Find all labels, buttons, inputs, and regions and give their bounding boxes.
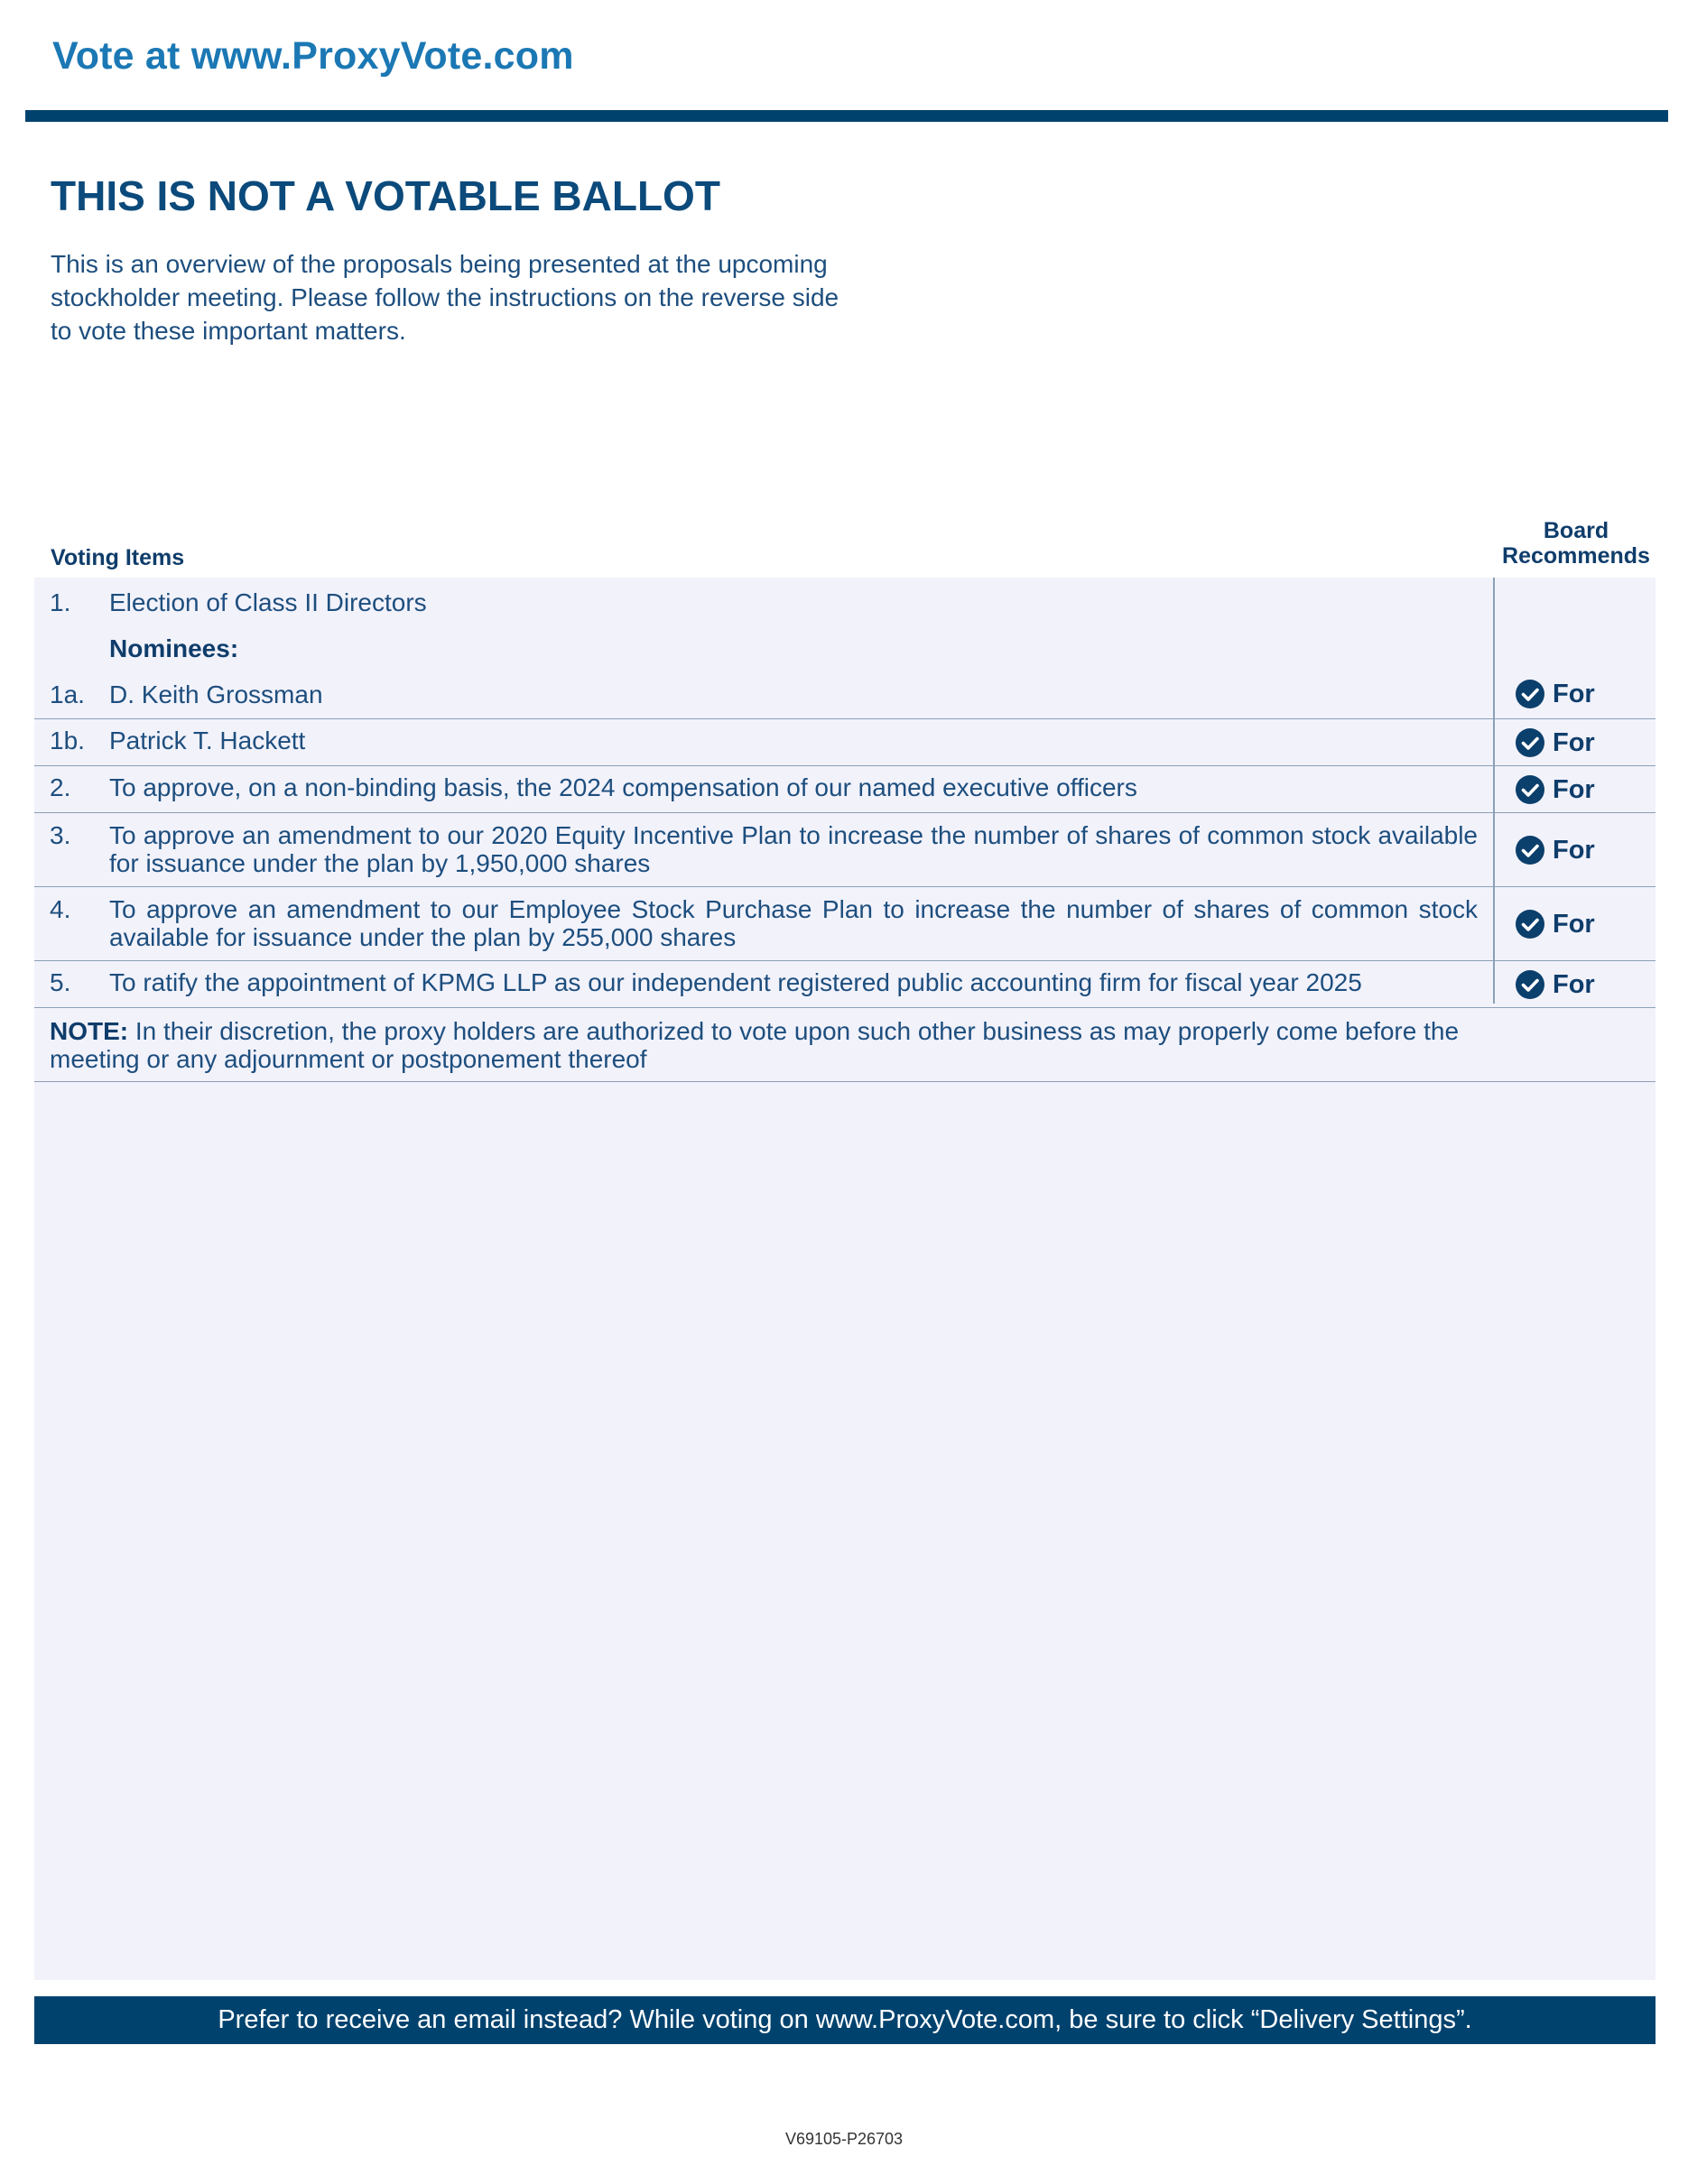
email-notice-text: Prefer to receive an email instead? While voting on www.ProxyVote.com, be sure to click “Delivery Settings”. — [218, 2005, 1472, 2034]
item-text: To approve an amendment to our Employee Stock Purchase Plan to increase the number of shares of common stock available for issuance under the plan by 255,000 shares — [109, 895, 1478, 951]
page-title: THIS IS NOT A VOTABLE BALLOT — [51, 172, 720, 219]
check-circle-icon — [1515, 969, 1545, 1000]
column-header-board-line1: Board — [1543, 518, 1609, 543]
check-circle-icon — [1515, 679, 1545, 709]
item-number: 1b. — [50, 726, 85, 754]
board-recommendation — [1500, 967, 1656, 1003]
note-text — [50, 1017, 1512, 1073]
note-label: NOTE: — [50, 1017, 129, 1045]
recommendation-label: For — [1553, 774, 1595, 804]
item-number: 4. — [50, 895, 71, 923]
email-delivery-notice — [34, 1996, 1656, 2044]
check-circle-icon — [1515, 909, 1545, 939]
item-text: To ratify the appointment of KPMG LLP as our independent registered public accounting firm for fiscal year 2025 — [109, 968, 1362, 996]
intro-paragraph: This is an overview of the proposals being presented at the upcoming stockholder meeting. Please follow the instructions on the reverse side to vote these important matters. — [51, 250, 839, 345]
board-recommendation — [1500, 832, 1656, 868]
recommendation-label: For — [1553, 969, 1595, 999]
table-row-item-4 — [34, 887, 1656, 961]
item-text: Election of Class II Directors — [109, 588, 427, 616]
board-recommendation — [1500, 725, 1656, 761]
item-text: To approve, on a non-binding basis, the 2024 compensation of our named executive officers — [109, 773, 1137, 801]
table-row-item-2 — [34, 766, 1656, 813]
voting-items-panel — [34, 578, 1656, 1980]
table-row-item-1b — [34, 719, 1656, 766]
column-header-voting-items: Voting Items — [51, 545, 185, 570]
note-body: In their discretion, the proxy holders are authorized to vote upon such other business as may properly come before the meeting or any adjournment or postponement thereof — [50, 1017, 1460, 1073]
recommendation-label: For — [1553, 727, 1595, 757]
note-row — [34, 1008, 1656, 1082]
column-header-board-line2: Recommends — [1502, 543, 1650, 569]
recommendation-label: For — [1553, 835, 1595, 865]
item-number: 2. — [50, 773, 71, 801]
board-recommendation — [1500, 906, 1656, 942]
table-row-item-1 — [34, 578, 1656, 719]
item-number: 3. — [50, 821, 71, 849]
check-circle-icon — [1515, 727, 1545, 758]
recommendation-label: For — [1553, 909, 1595, 939]
item-number: 1a. — [50, 680, 85, 708]
check-circle-icon — [1515, 774, 1545, 805]
item-number: 5. — [50, 968, 71, 996]
board-recommendation — [1500, 676, 1656, 712]
nominees-label: Nominees: — [109, 634, 239, 662]
check-circle-icon — [1515, 835, 1545, 865]
item-number: 1. — [50, 588, 71, 616]
item-text: To approve an amendment to our 2020 Equity Incentive Plan to increase the number of shares of common stock available for issuance under the plan by 1,950,000 shares — [109, 821, 1478, 877]
item-text: Patrick T. Hackett — [109, 726, 306, 754]
board-recommendation — [1500, 772, 1656, 808]
proxyvote-link[interactable]: Vote at www.ProxyVote.com — [52, 34, 574, 78]
document-code: V69105-P26703 — [784, 2130, 904, 2148]
column-header-board-recommends — [1488, 518, 1665, 569]
table-row-item-5 — [34, 961, 1656, 1008]
table-row-item-3 — [34, 813, 1656, 887]
header-rule — [25, 110, 1668, 122]
recommendation-label: For — [1553, 679, 1595, 708]
item-text: D. Keith Grossman — [109, 680, 323, 708]
